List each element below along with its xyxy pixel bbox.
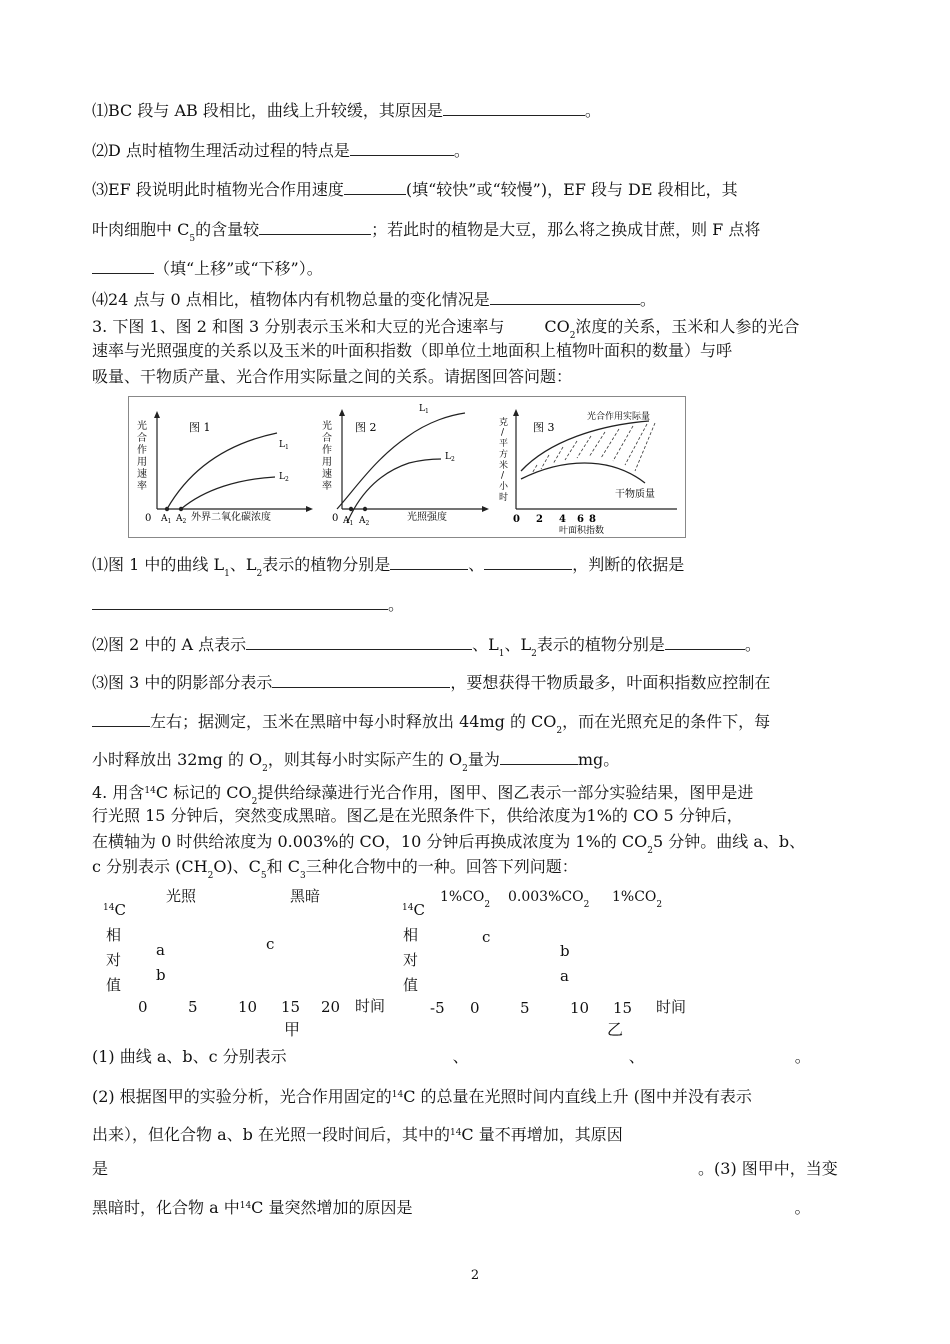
jia-y-char: 值	[106, 976, 122, 994]
answer-blank[interactable]	[92, 258, 154, 274]
q3-intro-line2	[92, 341, 732, 361]
fig1-a2-sub: 2	[182, 518, 187, 525]
fig2-y-label	[322, 419, 332, 492]
jia-tick: 10	[238, 998, 258, 1016]
fig3-tick: 6	[577, 514, 584, 525]
fig3-y-char: 克	[499, 418, 509, 428]
answer-blank[interactable]	[443, 100, 585, 116]
yi-tick: 15	[613, 999, 633, 1017]
q3-intro-text: 浓度的关系，玉米和人参的光合	[575, 317, 800, 336]
q4-sub2-text: 是	[92, 1159, 109, 1178]
q2-sub4	[92, 289, 656, 310]
jia-tick: 15	[281, 998, 301, 1016]
fig1-l2: L	[279, 472, 285, 482]
yi-header-2	[508, 888, 589, 914]
q4-intro-text: 4. 用含	[92, 783, 145, 802]
fig1-a1-sub: 1	[167, 518, 172, 525]
fig3-y-char: /	[501, 471, 505, 481]
subscript: 5	[260, 871, 267, 881]
fig1-y-char: 合	[137, 433, 147, 444]
q2-sub3-text: ⑶EF 段说明此时植物光合作用速度	[92, 180, 344, 199]
q3-sub3-line2	[92, 711, 770, 741]
punct: 、	[468, 555, 485, 574]
q2-sub3-text: 叶肉细胞中 C	[92, 220, 190, 239]
figure-1	[137, 411, 313, 525]
answer-blank[interactable]	[490, 289, 640, 305]
fig3-tick: 8	[589, 514, 596, 525]
q2-sub3-line1	[92, 179, 738, 200]
q3-intro-text: CO	[544, 317, 570, 336]
answer-blank[interactable]	[484, 554, 572, 570]
q4-intro-text: 提供给绿藻进行光合作用，图甲、图乙表示一部分实验结果，图甲是进	[257, 783, 754, 802]
yi-h2: 0.003%CO	[508, 889, 584, 905]
fig2-a1-label	[342, 516, 353, 527]
jia-x-label: 时间	[355, 997, 386, 1015]
q4-sub3	[92, 1196, 811, 1218]
q4-sub2-text: (2) 根据图甲的实验分析，光合作用固定的	[92, 1087, 392, 1106]
fig3-y-char: /	[501, 428, 505, 438]
yi-tick: 0	[470, 999, 480, 1017]
yi-header-1	[440, 888, 490, 914]
subscript: 2	[484, 900, 491, 910]
q3-sub3-text: 左右；据测定，玉米在黑暗中每小时释放出 44mg 的 CO	[150, 712, 557, 731]
subscript: 2	[462, 764, 468, 774]
fig2-l2: L	[445, 452, 451, 462]
fig3-x-label: 叶面积指数	[559, 526, 605, 536]
subscript: 2	[556, 726, 563, 736]
q3-sub1-text: 、L	[229, 555, 257, 574]
q3-sub3-text: ，要想获得干物质最多，叶面积指数应控制在	[450, 673, 771, 692]
q2-sub2-text: ⑵D 点时植物生理活动过程的特点是	[92, 141, 350, 160]
q3-sub1-text: ，判断的依据是	[572, 555, 685, 574]
fig2-y-char: 率	[322, 481, 332, 492]
fig2-y-char: 作	[322, 445, 332, 456]
fig2-origin: 0	[332, 513, 339, 524]
jia-light-label: 光照	[166, 887, 197, 905]
q3-sub2	[92, 634, 761, 664]
q3-sub3-text: ，则其每小时实际产生的 O	[267, 750, 463, 769]
punct: 、	[628, 1047, 645, 1066]
punct: 。	[453, 141, 470, 160]
fig1-y-label	[137, 419, 147, 492]
yi-y-c-label	[402, 899, 425, 919]
subscript: 2	[262, 764, 268, 774]
fig1-y-char: 率	[137, 481, 147, 492]
q4-intro-text: c 分别表示 (CH	[92, 857, 208, 876]
fig1-title: 图 1	[189, 421, 211, 434]
q4-sub1	[92, 1047, 811, 1067]
answer-blank[interactable]	[92, 594, 388, 610]
q3-sub2-text: 、L	[472, 635, 499, 654]
q4-intro-text: 三种化合物中的一种。回答下列问题：	[305, 857, 578, 876]
q2-sub3-text: 的含量较	[195, 220, 260, 239]
q4-intro-line2	[92, 806, 743, 826]
figure-2	[322, 404, 489, 527]
q2-sub3-line2	[92, 219, 760, 249]
jia-dark-label: 黑暗	[290, 887, 321, 905]
fig1-a2-label	[175, 514, 187, 525]
fig3-y-char: 平	[499, 439, 509, 449]
subscript: 1	[498, 649, 505, 659]
fig3-tick: 4	[559, 514, 566, 525]
fig3-title: 图 3	[533, 421, 555, 434]
fig1-l1-label	[279, 440, 289, 451]
q4-sub2-text: 出来），但化合物 a、b 在光照一段时间后，其中的	[92, 1125, 450, 1144]
fig2-l2-sub: 2	[450, 456, 455, 463]
isotope-mark: 14	[103, 903, 115, 913]
q3-sub3-text: mg。	[577, 750, 620, 769]
subscript: 2	[251, 797, 258, 807]
subscript: 2	[569, 331, 576, 341]
fig1-x-label: 外界二氧化碳浓度	[191, 512, 271, 523]
q2-sub1	[92, 100, 601, 121]
fig3-y-char: 米	[499, 461, 509, 471]
jia-tick: 5	[188, 998, 198, 1016]
yi-tick: -5	[430, 999, 445, 1017]
subscript: 2	[647, 846, 653, 856]
page-number: 2	[470, 1268, 480, 1283]
fig1-y-char: 作	[137, 445, 147, 456]
fig3-y-arrow	[513, 409, 519, 416]
q2-sub3-line3	[92, 258, 323, 279]
q4-intro-text: C 标记的 CO	[155, 783, 252, 802]
fig1-point-a1	[165, 507, 169, 511]
yi-c: C	[413, 901, 425, 919]
jia-caption: 甲	[284, 1020, 301, 1039]
fig1-a2: A	[176, 514, 183, 524]
punct: 。	[744, 635, 761, 654]
isotope-mark: 14	[391, 1090, 404, 1100]
q3-intro-text: 3. 下图 1、图 2 和图 3 分别表示玉米和大豆的光合速率与	[92, 317, 505, 336]
fig3-ticks	[513, 514, 596, 525]
punct: 。	[584, 101, 601, 120]
q4-sub3-text: 黑暗时，化合物 a 中	[92, 1198, 240, 1217]
fig1-curve-l2	[181, 477, 275, 509]
q3-sub2-text: ⑵图 2 中的 A 点表示	[92, 635, 247, 654]
punct: 。	[388, 595, 405, 614]
fig2-a2-label	[358, 516, 370, 527]
q4-intro-text: 在横轴为 0 时供给浓度为 0.003%的 CO，10 分钟后再换成浓度为 1%的 CO	[92, 832, 648, 851]
fig1-x-arrow	[306, 506, 313, 512]
fig2-y-char: 速	[322, 469, 332, 480]
fig3-tick: 0	[513, 514, 520, 525]
fig1-curve-l1	[167, 433, 277, 509]
q4-sub2-line3	[92, 1159, 838, 1179]
subscript: 3	[300, 871, 306, 881]
q2-sub3-text: （填“上移”或“下移”）。	[154, 259, 323, 278]
q4-sub2-text: C 的总量在光照时间内直线上升 (图中并没有表示	[403, 1087, 752, 1106]
fig1-l1: L	[279, 440, 285, 450]
isotope-mark: 14	[144, 786, 156, 796]
q2-sub2	[92, 140, 470, 161]
q3-intro-text: 吸量、干物质产量、光合作用实际量之间的关系。请据图回答问题：	[92, 367, 573, 386]
q4-intro-text: 5 分钟。曲线 a、b、	[653, 832, 806, 851]
fig2-x-arrow	[482, 506, 489, 512]
q2-sub3-text: (填“较快”或“较慢”)，EF 段与 DE 段相比，其	[405, 180, 738, 199]
fig2-y-char: 合	[322, 433, 332, 444]
subscript: 5	[189, 234, 196, 244]
q4-sub2-line2	[92, 1123, 623, 1145]
q4-sub3-start: 。(3) 图甲中，当变	[698, 1159, 838, 1178]
fig2-a1: A	[343, 516, 350, 526]
subscript: 2	[656, 900, 663, 910]
fig3-y-char: 方	[499, 450, 509, 460]
fig2-a2: A	[359, 516, 366, 526]
fig2-title: 图 2	[355, 421, 377, 434]
q3-sub1-text: 表示的植物分别是	[262, 555, 391, 574]
figure-3	[499, 409, 677, 536]
q4-intro-text: 和 C	[266, 857, 300, 876]
fig2-l1: L	[419, 404, 425, 414]
fig2-x-label: 光照强度	[407, 512, 447, 523]
yi-y-char: 相	[403, 926, 419, 944]
q4-sub1-text: (1) 曲线 a、b、c 分别表示	[92, 1047, 287, 1066]
jia-tick: 0	[138, 998, 148, 1016]
fig1-l2-label	[279, 472, 289, 483]
q3-sub1-line1	[92, 554, 684, 584]
q2-sub1-text: ⑴BC 段与 AB 段相比，曲线上升较缓，其原因是	[92, 101, 443, 120]
fig1-y-char: 光	[137, 421, 147, 432]
punct: 。	[639, 290, 656, 309]
fig2-l1-label	[419, 404, 429, 415]
fig2-a2-sub: 2	[365, 520, 370, 527]
answer-blank[interactable]	[665, 634, 745, 650]
subscript: 2	[531, 649, 537, 659]
q3-sub3-text: 小时释放出 32mg 的 O	[92, 750, 263, 769]
subscript: 2	[583, 900, 590, 910]
jia-y-char: 对	[106, 951, 122, 969]
fig1-a1-label	[160, 514, 171, 525]
q3-sub3-text: ，而在光照充足的条件下，每	[562, 712, 771, 731]
yi-curve-c: c	[482, 928, 491, 946]
yi-y-char: 对	[403, 951, 419, 969]
fig2-point-a2	[363, 507, 367, 511]
fig3-y-char: 小	[499, 482, 509, 492]
q2-sub4-text: ⑷24 点与 0 点相比，植物体内有机物总量的变化情况是	[92, 290, 490, 309]
yi-header-3	[612, 888, 662, 914]
q4-sub2-line1	[92, 1085, 752, 1107]
answer-blank[interactable]	[500, 749, 578, 765]
fig2-y-arrow	[339, 409, 345, 416]
jia-curve-a: a	[156, 941, 165, 959]
jia-curve-c: c	[266, 935, 275, 953]
yi-h3: 1%CO	[612, 889, 657, 905]
fig3-tick: 2	[536, 514, 543, 525]
q3-sub3-text: ⑶图 3 中的阴影部分表示	[92, 673, 273, 692]
q3-sub1-line2	[92, 594, 404, 615]
answer-blank[interactable]	[272, 672, 450, 688]
fig1-y-char: 速	[137, 469, 147, 480]
fig1-point-a2	[179, 507, 183, 511]
fig1-l1-sub: 1	[284, 444, 289, 451]
yi-y-char: 值	[403, 976, 419, 994]
fig2-y-char: 光	[322, 421, 332, 432]
isotope-mark: 14	[402, 903, 414, 913]
q4-intro-text: O)、C	[213, 857, 261, 876]
jia-curve-b: b	[156, 966, 166, 984]
punct: 、	[452, 1047, 469, 1066]
yi-x-label: 时间	[656, 998, 687, 1016]
q3-figures-svg	[129, 397, 685, 537]
fig3-y-char: 时	[499, 493, 509, 503]
q3-sub1-text: ⑴图 1 中的曲线 L	[92, 555, 225, 574]
fig3-y-label	[499, 416, 509, 503]
yi-curve-b: b	[560, 942, 570, 960]
fig2-point-a1	[349, 507, 353, 511]
fig3-curve-drymass	[521, 463, 645, 483]
q3-sub3-line1	[92, 672, 770, 693]
yi-curve-a: a	[560, 967, 569, 985]
jia-y-c-label	[103, 899, 126, 919]
fig2-y-char: 用	[322, 457, 332, 468]
answer-blank[interactable]	[350, 140, 454, 156]
fig3-actual-label: 光合作用实际量	[587, 412, 651, 422]
jia-y-char: 相	[106, 926, 122, 944]
answer-blank[interactable]	[344, 179, 406, 195]
q3-intro-line3	[92, 367, 572, 387]
fig1-y-arrow	[154, 411, 160, 418]
fig1-origin: 0	[145, 513, 152, 524]
q4-intro-line4	[92, 857, 578, 886]
fig1-a1: A	[161, 514, 168, 524]
q3-figure-panel	[128, 396, 686, 538]
q3-sub3-text: 量为	[467, 750, 500, 769]
q3-sub2-text: 表示的植物分别是	[536, 635, 665, 654]
yi-h1: 1%CO	[440, 889, 485, 905]
subscript: 1	[224, 569, 230, 579]
jia-tick: 20	[321, 998, 341, 1016]
q2-sub3-text: ；若此时的植物是大豆，那么将之换成甘蔗，则 F 点将	[371, 220, 761, 239]
answer-blank[interactable]	[92, 711, 150, 727]
yi-tick: 10	[570, 999, 590, 1017]
fig1-l2-sub: 2	[284, 476, 289, 483]
fig2-a1-sub: 1	[349, 520, 354, 527]
yi-caption: 乙	[607, 1020, 624, 1039]
subscript: 2	[256, 569, 263, 579]
fig2-l2-label	[445, 452, 455, 463]
q4-sub2-text: C 量不再增加，其原因	[461, 1125, 623, 1144]
q3-sub3-line3	[92, 749, 619, 779]
fig2-l1-sub: 1	[424, 408, 429, 415]
yi-tick: 5	[520, 999, 530, 1017]
fig3-drymass-label: 干物质量	[615, 489, 655, 500]
isotope-mark: 14	[239, 1201, 252, 1211]
punct: 。	[794, 1047, 811, 1066]
answer-blank[interactable]	[246, 634, 472, 650]
q4-sub3-text: C 量突然增加的原因是	[251, 1198, 413, 1217]
jia-c: C	[114, 901, 126, 919]
isotope-mark: 14	[449, 1128, 462, 1138]
q3-intro-text: 速率与光照强度的关系以及玉米的叶面积指数（即单位土地面积上植物叶面积的数量）与呼	[92, 341, 733, 360]
fig1-y-char: 用	[137, 457, 147, 468]
q3-sub2-text: 、L	[504, 635, 532, 654]
answer-blank[interactable]	[390, 554, 468, 570]
subscript: 2	[207, 871, 214, 881]
answer-blank[interactable]	[259, 219, 371, 235]
q4-intro-text: 行光照 15 分钟后，突然变成黑暗。图乙是在光照条件下，供给浓度为1%的 CO 5 分钟后，	[92, 806, 743, 825]
punct: 。	[794, 1198, 811, 1217]
